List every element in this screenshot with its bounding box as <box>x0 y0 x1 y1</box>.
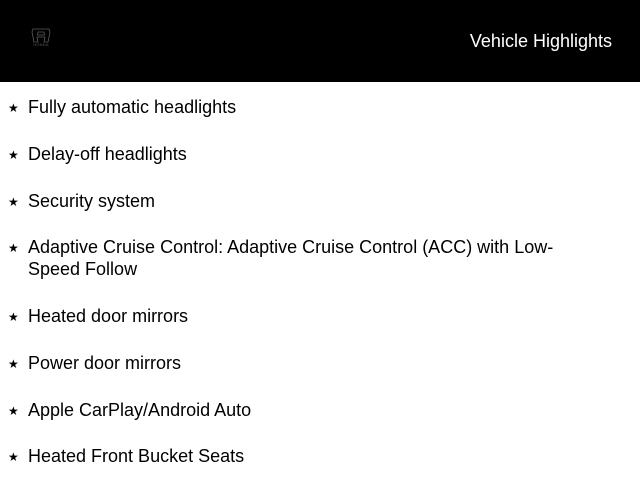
highlight-text: Apple CarPlay/Android Auto <box>28 400 252 420</box>
header-bar <box>0 0 640 82</box>
star-icon: ★ <box>8 195 19 209</box>
page-title: Vehicle Highlights <box>469 31 612 51</box>
logo-wordmark: HONDA <box>33 42 49 47</box>
highlight-text: Delay-off headlights <box>28 144 187 164</box>
star-icon: ★ <box>8 101 19 115</box>
honda-logo <box>27 28 55 52</box>
highlight-text: Heated door mirrors <box>28 306 189 326</box>
highlight-text: Security system <box>28 191 156 211</box>
star-icon: ★ <box>8 148 19 162</box>
star-icon: ★ <box>8 357 19 371</box>
star-icon: ★ <box>8 404 19 418</box>
highlight-text: Fully automatic headlights <box>28 97 237 117</box>
highlight-text: Power door mirrors <box>28 353 182 373</box>
highlight-text: Adaptive Cruise Control: Adaptive Cruise Control (ACC) with Low-Speed Follow <box>28 237 554 279</box>
star-icon: ★ <box>8 450 19 464</box>
star-icon: ★ <box>8 241 19 255</box>
highlight-text: Heated Front Bucket Seats <box>28 446 245 466</box>
star-icon: ★ <box>8 310 19 324</box>
